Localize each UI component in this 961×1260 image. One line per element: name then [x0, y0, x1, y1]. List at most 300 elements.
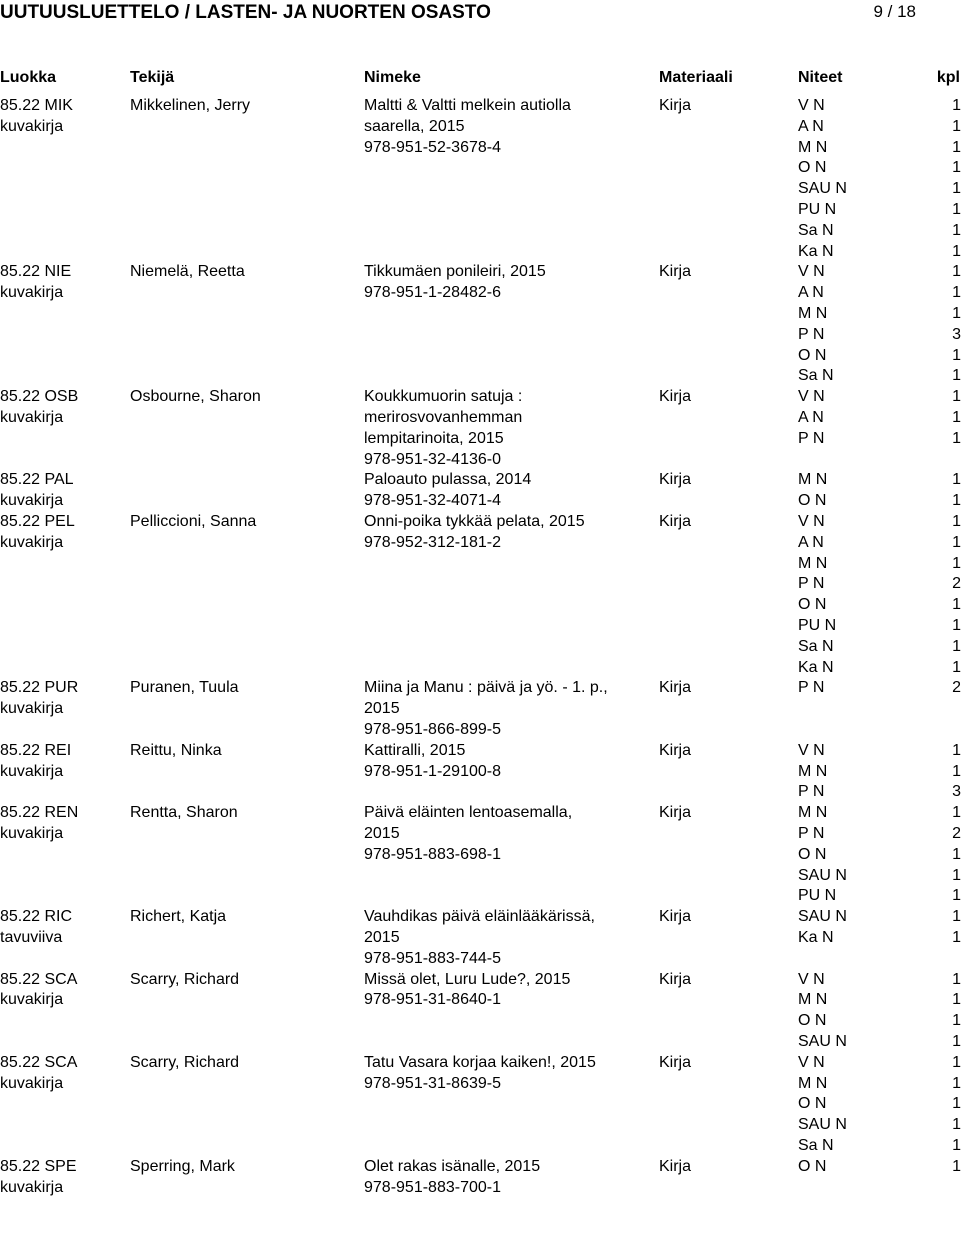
entry-niteet: [798, 470, 961, 512]
copy-location-code: P N: [798, 824, 825, 842]
column-header-niteet: Niteet: [798, 69, 843, 86]
entry-materiaali: [659, 678, 691, 699]
copy-count: 1: [952, 284, 961, 302]
copy-location-code: O N: [798, 596, 827, 614]
copy-count: 1: [952, 429, 961, 447]
entry-materiaali: [659, 803, 691, 824]
copy-count: 1: [952, 138, 961, 156]
copy-location-code: M N: [798, 804, 828, 822]
copy-row: [798, 512, 961, 533]
copy-location-code: P N: [798, 325, 825, 343]
entry-luokka: [0, 512, 75, 554]
copy-count: 1: [952, 616, 961, 634]
copy-row: [798, 595, 961, 616]
copy-location-code: Sa N: [798, 1136, 834, 1154]
title-line: Koukkumuorin satuja :: [364, 388, 523, 406]
entry-tekija: [130, 803, 238, 824]
column-header-tekija: Tekijä: [130, 69, 175, 86]
title-line: 2015: [364, 824, 400, 842]
copy-location-code: O N: [798, 492, 827, 510]
material-type: Kirja: [659, 970, 692, 988]
title-line: Maltti & Valtti melkein autiolla: [364, 97, 571, 114]
copy-row: [798, 886, 961, 907]
copy-count: 1: [952, 596, 961, 614]
entry-tekija: [130, 970, 239, 991]
title-line: Miina ja Manu : päivä ja yö. - 1. p.,: [364, 679, 608, 697]
copy-location-code: Sa N: [798, 637, 834, 655]
entry-tekija: [130, 1053, 239, 1074]
copy-count: 1: [952, 1136, 961, 1154]
copy-row: [798, 574, 961, 595]
copy-location-code: M N: [798, 554, 828, 572]
column-header-materiaali: Materiaali: [659, 69, 733, 86]
entry-tekija: [130, 678, 239, 699]
material-type: Kirja: [659, 908, 692, 926]
copy-count: 1: [952, 1095, 961, 1113]
entry-nimeke: [364, 907, 595, 969]
title-line: 978-951-1-28482-6: [364, 284, 501, 302]
entry-tekija: [130, 512, 256, 533]
entry-luokka: [0, 96, 73, 138]
entry-tekija: [130, 907, 226, 928]
luokka-line: kuvakirja: [0, 991, 64, 1009]
entry-luokka: [0, 678, 78, 720]
title-line: Missä olet, Luru Lude?, 2015: [364, 970, 571, 988]
entry-materiaali: [659, 470, 691, 491]
acquisitions-list: [0, 96, 960, 1198]
material-type: Kirja: [659, 97, 692, 114]
entry-nimeke: [364, 678, 608, 740]
copy-location-code: M N: [798, 471, 828, 489]
list-item: [0, 907, 960, 969]
copy-row: [798, 221, 961, 242]
list-item: [0, 678, 960, 740]
copy-row: [798, 970, 961, 991]
copy-count: 1: [952, 221, 961, 239]
copy-row: [798, 616, 961, 637]
entry-niteet: [798, 970, 961, 1053]
luokka-line: 85.22 OSB: [0, 388, 79, 406]
author: Pelliccioni, Sanna: [130, 512, 257, 530]
luokka-line: kuvakirja: [0, 117, 64, 135]
author: Richert, Katja: [130, 908, 227, 926]
copy-location-code: A N: [798, 284, 824, 302]
copy-row: [798, 907, 961, 928]
copy-row: [798, 1011, 961, 1032]
entry-niteet: [798, 741, 961, 803]
copy-location-code: SAU N: [798, 1116, 847, 1134]
entry-tekija: [130, 1157, 235, 1178]
entry-nimeke: [364, 1053, 596, 1095]
luokka-line: kuvakirja: [0, 408, 64, 426]
title-line: 978-952-312-181-2: [364, 533, 501, 551]
list-item: [0, 803, 960, 907]
entry-luokka: [0, 907, 72, 949]
list-item: [0, 512, 960, 678]
copy-location-code: P N: [798, 783, 825, 801]
copy-location-code: P N: [798, 575, 825, 593]
copy-count: 1: [952, 117, 961, 135]
copy-count: 1: [952, 762, 961, 780]
copy-row: [798, 928, 961, 949]
copy-location-code: O N: [798, 346, 827, 364]
entry-niteet: [798, 1053, 961, 1157]
copy-count: 1: [952, 367, 961, 385]
entry-tekija: [130, 741, 222, 762]
title-line: Paloauto pulassa, 2014: [364, 471, 532, 489]
entry-materiaali: [659, 96, 691, 117]
column-header-kpl: kpl: [936, 69, 960, 86]
list-item: [0, 470, 960, 512]
title-line: 978-951-31-8639-5: [364, 1074, 501, 1092]
material-type: Kirja: [659, 1157, 692, 1175]
copy-row: [798, 117, 961, 138]
copy-location-code: O N: [798, 1157, 827, 1175]
copy-location-code: A N: [798, 533, 824, 551]
copy-location-code: O N: [798, 1012, 827, 1030]
copy-row: [798, 990, 961, 1011]
luokka-line: 85.22 SCA: [0, 970, 78, 988]
title-line: 2015: [364, 700, 400, 718]
entry-nimeke: [364, 512, 585, 554]
copy-count: 1: [952, 346, 961, 364]
entry-nimeke: [364, 1157, 540, 1199]
luokka-line: kuvakirja: [0, 700, 64, 718]
copy-count: 1: [952, 512, 961, 530]
copy-row: [798, 637, 961, 658]
luokka-line: tavuviiva: [0, 928, 63, 946]
entry-nimeke: [364, 387, 522, 470]
luokka-line: 85.22 NIE: [0, 263, 72, 281]
entry-niteet: [798, 96, 961, 262]
copy-row: [798, 242, 961, 263]
entry-luokka: [0, 803, 78, 845]
copy-row: [798, 782, 961, 803]
list-item: [0, 1157, 960, 1199]
copy-location-code: PU N: [798, 887, 837, 905]
luokka-line: 85.22 SCA: [0, 1053, 78, 1071]
entry-luokka: [0, 1053, 77, 1095]
column-header-luokka: Luokka: [0, 69, 57, 86]
copy-location-code: V N: [798, 970, 825, 988]
title-line: 978-951-32-4071-4: [364, 492, 501, 510]
list-item: [0, 741, 960, 803]
luokka-line: kuvakirja: [0, 1178, 64, 1196]
title-line: Vauhdikas päivä eläinlääkärissä,: [364, 908, 595, 926]
copy-location-code: SAU N: [798, 180, 847, 198]
column-header-nimeke: Nimeke: [364, 69, 421, 86]
copy-row: [798, 741, 961, 762]
entry-luokka: [0, 741, 71, 783]
entry-materiaali: [659, 970, 691, 991]
luokka-line: kuvakirja: [0, 824, 64, 842]
author: Sperring, Mark: [130, 1157, 235, 1175]
copy-count: 1: [952, 554, 961, 572]
copy-count: 1: [952, 263, 961, 281]
copy-count: 3: [952, 783, 961, 801]
copy-row: [798, 96, 961, 117]
copy-count: 1: [952, 928, 961, 946]
copy-location-code: V N: [798, 263, 825, 281]
luokka-line: kuvakirja: [0, 762, 64, 780]
title-line: Tikkumäen ponileiri, 2015: [364, 263, 546, 281]
copy-location-code: M N: [798, 1074, 828, 1092]
author: Osbourne, Sharon: [130, 388, 261, 406]
copy-count: 1: [952, 180, 961, 198]
copy-count: 1: [952, 304, 961, 322]
entry-niteet: [798, 678, 961, 699]
entry-nimeke: [364, 970, 570, 1012]
title-line: merirosvovanhemman: [364, 408, 523, 426]
title-line: 978-951-31-8640-1: [364, 991, 501, 1009]
luokka-line: 85.22 PEL: [0, 512, 75, 530]
entry-materiaali: [659, 387, 691, 408]
entry-materiaali: [659, 1053, 691, 1074]
title-line: 2015: [364, 928, 400, 946]
copy-row: [798, 1032, 961, 1053]
luokka-line: kuvakirja: [0, 284, 64, 302]
entry-materiaali: [659, 907, 691, 928]
title-line: Olet rakas isänalle, 2015: [364, 1157, 541, 1175]
copy-location-code: V N: [798, 512, 825, 530]
entry-materiaali: [659, 512, 691, 533]
copy-count: 1: [952, 492, 961, 510]
copy-count: 1: [952, 1012, 961, 1030]
copy-row: [798, 491, 961, 512]
entry-nimeke: [364, 470, 531, 512]
author: Rentta, Sharon: [130, 804, 238, 822]
copy-location-code: M N: [798, 991, 828, 1009]
copy-count: 2: [952, 824, 961, 842]
copy-row: [798, 470, 961, 491]
copy-location-code: Sa N: [798, 221, 834, 239]
author: Mikkelinen, Jerry: [130, 97, 251, 114]
entry-luokka: [0, 387, 78, 429]
title-line: 978-951-866-899-5: [364, 720, 501, 738]
copy-location-code: M N: [798, 762, 828, 780]
list-item: [0, 1053, 960, 1157]
copy-row: [798, 762, 961, 783]
copy-row: [798, 429, 961, 450]
entry-nimeke: [364, 262, 546, 304]
copy-count: 2: [952, 575, 961, 593]
material-type: Kirja: [659, 263, 692, 281]
copy-count: 1: [952, 804, 961, 822]
copy-location-code: A N: [798, 408, 824, 426]
copy-row: [798, 387, 961, 408]
material-type: Kirja: [659, 679, 692, 697]
title-line: 978-951-1-29100-8: [364, 762, 501, 780]
copy-location-code: SAU N: [798, 908, 847, 926]
copy-count: 1: [952, 741, 961, 759]
entry-niteet: [798, 512, 961, 678]
copy-count: 1: [952, 991, 961, 1009]
page-number: 9 / 18: [873, 2, 916, 21]
title-line: Onni-poika tykkää pelata, 2015: [364, 512, 585, 530]
copy-location-code: M N: [798, 138, 828, 156]
title-line: Päivä eläinten lentoasemalla,: [364, 804, 573, 822]
copy-count: 1: [952, 159, 961, 177]
entry-tekija: [130, 387, 261, 408]
entry-nimeke: [364, 803, 572, 865]
copy-location-code: Ka N: [798, 928, 834, 946]
copy-row: [798, 824, 961, 845]
title-line: Tatu Vasara korjaa kaiken!, 2015: [364, 1053, 596, 1071]
copy-row: [798, 1053, 961, 1074]
copy-location-code: Sa N: [798, 367, 834, 385]
title-line: lempitarinoita, 2015: [364, 429, 504, 447]
copy-location-code: A N: [798, 117, 824, 135]
copy-location-code: Ka N: [798, 658, 834, 676]
author: Scarry, Richard: [130, 1053, 240, 1071]
copy-row: [798, 158, 961, 179]
copy-row: [798, 678, 961, 699]
entry-nimeke: [364, 741, 501, 783]
copy-count: 1: [952, 637, 961, 655]
copy-count: 1: [952, 866, 961, 884]
copy-row: [798, 1074, 961, 1095]
list-item: [0, 387, 960, 470]
material-type: Kirja: [659, 741, 692, 759]
copy-count: 1: [952, 1032, 961, 1050]
material-type: Kirja: [659, 1053, 692, 1071]
title-line: 978-951-883-698-1: [364, 845, 501, 863]
entry-niteet: [798, 1157, 961, 1178]
luokka-line: kuvakirja: [0, 492, 64, 510]
copy-count: 1: [952, 658, 961, 676]
copy-count: 1: [952, 533, 961, 551]
copy-count: 1: [952, 845, 961, 863]
author: Niemelä, Reetta: [130, 263, 245, 281]
author: Scarry, Richard: [130, 970, 240, 988]
copy-count: 1: [952, 1157, 961, 1175]
copy-row: [798, 845, 961, 866]
entry-nimeke: [364, 96, 571, 158]
copy-location-code: P N: [798, 679, 825, 697]
copy-count: 1: [952, 887, 961, 905]
copy-count: 1: [952, 970, 961, 988]
entry-materiaali: [659, 1157, 691, 1178]
entry-niteet: [798, 803, 961, 907]
material-type: Kirja: [659, 804, 692, 822]
column-header-row: [0, 69, 960, 90]
entry-tekija: [130, 262, 245, 283]
title-line: 978-951-883-744-5: [364, 949, 501, 967]
list-item: [0, 96, 960, 262]
list-item: [0, 970, 960, 1053]
entry-luokka: [0, 970, 77, 1012]
material-type: Kirja: [659, 388, 692, 406]
luokka-line: 85.22 PAL: [0, 471, 74, 489]
copy-location-code: V N: [798, 741, 825, 759]
copy-row: [798, 1094, 961, 1115]
copy-count: 3: [952, 325, 961, 343]
copy-row: [798, 138, 961, 159]
copy-count: 1: [952, 1116, 961, 1134]
copy-location-code: SAU N: [798, 1032, 847, 1050]
luokka-line: kuvakirja: [0, 1074, 64, 1092]
luokka-line: 85.22 REN: [0, 804, 79, 822]
copy-row: [798, 283, 961, 304]
luokka-line: 85.22 REI: [0, 741, 72, 759]
entry-luokka: [0, 470, 74, 512]
author: Puranen, Tuula: [130, 679, 239, 697]
copy-row: [798, 408, 961, 429]
copy-row: [798, 262, 961, 283]
copy-location-code: V N: [798, 388, 825, 406]
entry-tekija: [130, 96, 250, 117]
copy-location-code: P N: [798, 429, 825, 447]
copy-location-code: PU N: [798, 616, 837, 634]
luokka-line: 85.22 RIC: [0, 908, 73, 926]
entry-niteet: [798, 262, 961, 387]
copy-count: 1: [952, 97, 961, 114]
copy-row: [798, 554, 961, 575]
title-line: 978-951-883-700-1: [364, 1178, 501, 1196]
copy-row: [798, 346, 961, 367]
title-line: 978-951-52-3678-4: [364, 138, 501, 156]
copy-row: [798, 1157, 961, 1178]
copy-location-code: Ka N: [798, 242, 834, 260]
copy-count: 1: [952, 388, 961, 406]
page-title: UUTUUSLUETTELO / LASTEN- JA NUORTEN OSASTO: [0, 2, 491, 23]
copy-location-code: V N: [798, 97, 825, 114]
entry-materiaali: [659, 262, 691, 283]
copy-row: [798, 366, 961, 387]
title-line: 978-951-32-4136-0: [364, 450, 501, 468]
entry-luokka: [0, 262, 71, 304]
copy-count: 2: [952, 679, 961, 697]
copy-row: [798, 325, 961, 346]
copy-count: 1: [952, 471, 961, 489]
entry-niteet: [798, 907, 961, 949]
luokka-line: kuvakirja: [0, 533, 64, 551]
copy-row: [798, 200, 961, 221]
title-line: Kattiralli, 2015: [364, 741, 466, 759]
copy-row: [798, 304, 961, 325]
entry-luokka: [0, 1157, 77, 1199]
copy-row: [798, 1136, 961, 1157]
copy-location-code: O N: [798, 845, 827, 863]
material-type: Kirja: [659, 512, 692, 530]
copy-location-code: M N: [798, 304, 828, 322]
copy-location-code: O N: [798, 1095, 827, 1113]
author: Reittu, Ninka: [130, 741, 222, 759]
luokka-line: 85.22 MIK: [0, 97, 73, 114]
copy-location-code: SAU N: [798, 866, 847, 884]
copy-row: [798, 179, 961, 200]
copy-row: [798, 1115, 961, 1136]
luokka-line: 85.22 SPE: [0, 1157, 77, 1175]
copy-row: [798, 866, 961, 887]
title-line: saarella, 2015: [364, 117, 465, 135]
copy-row: [798, 803, 961, 824]
entry-materiaali: [659, 741, 691, 762]
copy-count: 1: [952, 200, 961, 218]
copy-row: [798, 533, 961, 554]
entry-niteet: [798, 387, 961, 449]
copy-count: 1: [952, 908, 961, 926]
copy-location-code: V N: [798, 1053, 825, 1071]
copy-count: 1: [952, 408, 961, 426]
copy-location-code: O N: [798, 159, 827, 177]
copy-count: 1: [952, 1074, 961, 1092]
copy-count: 1: [952, 1053, 961, 1071]
luokka-line: 85.22 PUR: [0, 679, 79, 697]
copy-count: 1: [952, 242, 961, 260]
copy-location-code: PU N: [798, 200, 837, 218]
list-item: [0, 262, 960, 387]
